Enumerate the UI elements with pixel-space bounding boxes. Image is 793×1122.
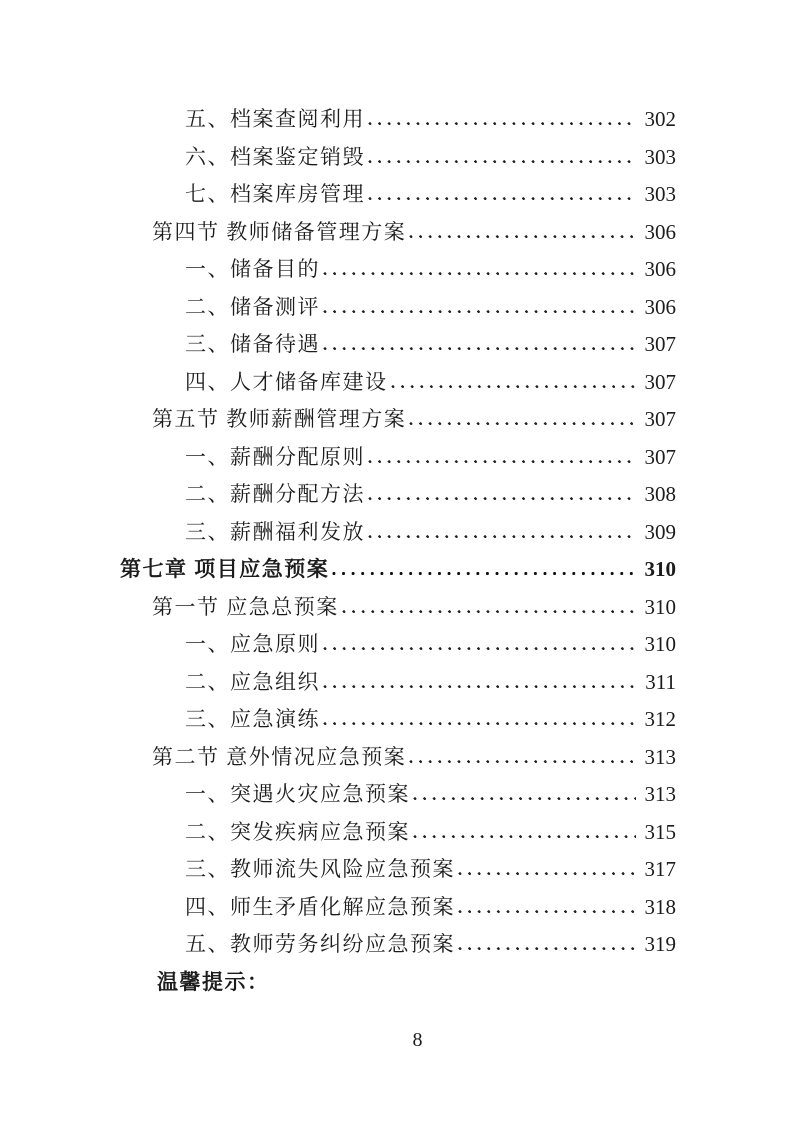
toc-entry-label: 一、突遇火灾应急预案 [185,782,410,806]
toc-entry[interactable] [120,401,676,439]
toc-entry-page: 310 [644,632,676,656]
toc-entry-page: 313 [644,744,676,769]
toc-entry[interactable] [120,101,676,139]
toc-entry-page: 317 [644,857,676,881]
dot-leader [323,646,636,651]
toc-entry[interactable] [120,926,676,964]
dot-leader [368,159,636,164]
toc-entry-page: 307 [644,332,676,356]
dot-leader [323,309,636,314]
dot-leader [409,234,635,239]
toc-entry[interactable] [120,214,676,252]
toc-entry[interactable] [120,589,676,627]
toc-entry[interactable] [120,776,676,814]
dot-leader [458,871,636,876]
toc-entry-page: 313 [644,782,676,806]
toc-entry-page: 311 [645,669,676,694]
dot-leader [458,946,636,951]
toc-entry-label: 四、师生矛盾化解应急预案 [185,894,455,919]
toc-entry-label: 第一节 应急总预案 [152,594,339,619]
dot-leader [458,909,636,914]
toc-entry-label: 第四节 教师储备管理方案 [152,219,407,244]
toc-entry-label: 四、人才储备库建设 [185,369,388,394]
toc-entry-label: 第七章 项目应急预案 [120,557,330,581]
toc-entry[interactable] [120,701,676,739]
toc-entry-label: 三、储备待遇 [185,332,320,356]
toc-entry-page: 307 [644,444,676,469]
toc-entry-page: 309 [644,519,676,544]
toc-entry[interactable] [120,851,676,889]
toc-entry-label: 二、储备测评 [185,294,320,319]
toc-entry-page: 310 [644,594,676,619]
dot-leader [409,759,635,764]
dot-leader [332,571,635,576]
toc-entry-label: 六、档案鉴定销毁 [185,144,365,169]
table-of-contents [120,101,676,1001]
toc-entry-label: 二、应急组织 [185,669,320,694]
toc-entry-page: 302 [644,107,676,131]
toc-entry-page: 306 [644,257,676,281]
toc-entry-page: 318 [644,894,676,919]
dot-leader [368,121,636,126]
toc-entry[interactable] [120,176,676,214]
toc-entry[interactable] [120,251,676,289]
toc-entry[interactable] [120,364,676,402]
toc-entry-page: 306 [644,219,676,244]
toc-entry-label: 三、薪酬福利发放 [185,519,365,544]
toc-entry-label: 五、教师劳务纠纷应急预案 [185,932,455,956]
dot-leader [323,346,636,351]
dot-leader [391,384,636,389]
toc-entry-label: 第五节 教师薪酬管理方案 [152,407,407,431]
dot-leader [323,684,636,689]
toc-entry-label: 一、储备目的 [185,257,320,281]
toc-entry-label: 一、薪酬分配原则 [185,444,365,469]
toc-entry-page: 307 [644,369,676,394]
toc-entry-page: 312 [644,707,676,731]
toc-entry[interactable] [120,439,676,477]
toc-entry-label: 二、薪酬分配方法 [185,482,365,506]
dot-leader [368,196,636,201]
toc-entry-page: 307 [644,407,676,431]
dot-leader [323,721,636,726]
toc-entry[interactable] [120,889,676,927]
toc-entry-page: 303 [644,144,676,169]
dot-leader [368,459,636,464]
toc-entry-page: 310 [644,557,676,581]
toc-entry[interactable] [120,814,676,852]
toc-entry[interactable] [120,139,676,177]
toc-entry[interactable] [120,289,676,327]
note-heading-label: 温馨提示： [157,969,270,994]
toc-entry[interactable] [120,326,676,364]
dot-leader [413,834,636,839]
toc-entry[interactable] [120,626,676,664]
toc-entry-page: 306 [644,294,676,319]
toc-entry-page: 315 [644,819,676,844]
dot-leader [368,534,636,539]
toc-entry-chapter[interactable] [120,551,676,589]
dot-leader [342,609,636,614]
dot-leader [323,271,636,276]
toc-entry[interactable] [120,514,676,552]
toc-entry-label: 三、应急演练 [185,707,320,731]
toc-entry-label: 五、档案查阅利用 [185,107,365,131]
toc-entry-page: 308 [644,482,676,506]
toc-entry-label: 三、教师流失风险应急预案 [185,857,455,881]
toc-entry-page: 303 [644,182,676,206]
note-heading-row [120,964,676,1002]
page-number: 8 [412,1029,423,1051]
toc-entry-label: 七、档案库房管理 [185,182,365,206]
dot-leader [413,796,636,801]
dot-leader [368,496,636,501]
dot-leader [409,421,635,426]
toc-entry-page: 319 [644,932,676,956]
toc-entry-label: 二、突发疾病应急预案 [185,819,410,844]
toc-entry-label: 一、应急原则 [185,632,320,656]
toc-entry-label: 第二节 意外情况应急预案 [152,744,407,769]
toc-entry[interactable] [120,476,676,514]
toc-entry[interactable] [120,664,676,702]
toc-entry[interactable] [120,739,676,777]
